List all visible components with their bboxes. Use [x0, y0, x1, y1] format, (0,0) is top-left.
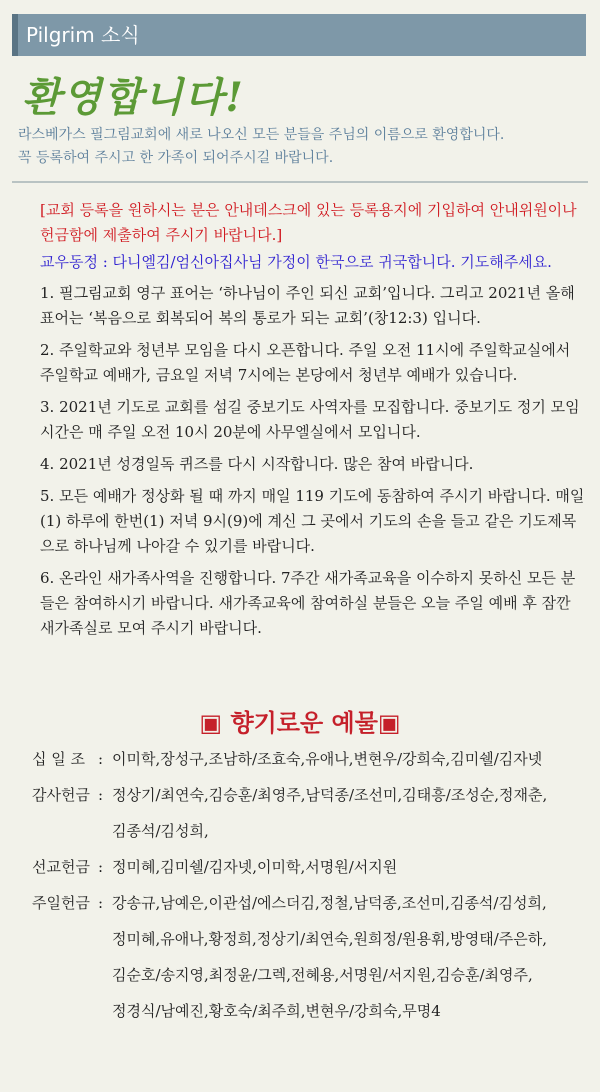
welcome-heading: 환영합니다!	[22, 74, 245, 121]
separator: :	[98, 858, 104, 876]
sunday-names: 강송규,남예은,이관섭/에스더김,정철,남덕종,조선미,김종석/김성희,	[112, 894, 547, 912]
divider	[12, 181, 588, 183]
thanks-names: 정상기/최연숙,김승훈/최영주,남덕종/조선미,김태흥/조성순,정재춘,	[112, 786, 548, 804]
thanks-row	[32, 784, 592, 806]
notice-item-3: 3. 2021년 기도로 교회를 섬길 중보기도 사역자를 모집합니다. 중보기도 정기 모임 시간은 매 주일 오전 10시 20분에 사무엘실에서 모입니다.	[40, 398, 580, 441]
tithe-names: 이미학,장성구,조남하/조효숙,유애나,변현우/강희숙,김미쉘/김자넷	[112, 750, 543, 768]
sunday-names-cont-1: 정미혜,유애나,황정희,정상기/최연숙,원희정/원용휘,방영태/주은하,	[112, 930, 548, 948]
notices	[40, 198, 585, 648]
mission-row	[32, 856, 592, 878]
sunday-names-cont-2: 김순호/송지영,최정윤/그렉,전혜용,서명원/서지원,김승훈/최영주,	[112, 966, 533, 984]
section-header: Pilgrim 소식	[12, 14, 586, 56]
notice-item-1: 1. 필그림교회 영구 표어는 ‘하나님이 주인 되신 교회’입니다. 그리고 2021년 올해 표어는 ‘복음으로 회복되어 복의 통로가 되는 교회’(창12:3) 입니다.	[40, 284, 575, 327]
tithe-label: 십 일 조	[32, 750, 86, 768]
welcome-line-2: 꼭 등록하여 주시고 한 가족이 되어주시길 바랍니다.	[18, 150, 334, 166]
separator: :	[98, 750, 104, 768]
separator: :	[98, 786, 104, 804]
welcome-message	[18, 124, 588, 170]
member-news: 교우동정 : 다니엘김/엄신아집사님 가정이 한국으로 귀국합니다. 기도해주세요.	[40, 253, 552, 271]
thanks-label: 감사헌금	[32, 786, 90, 804]
notice-item-5: 5. 모든 예배가 정상화 될 때 까지 매일 119 기도에 동참하여 주시기 바랍니다. 매일(1) 하루에 한번(1) 저녁 9시(9)에 계신 그 곳에서 기도의 손을 들고 같은 기도제목으로 하나님께 나아갈 수 있기를 바랍니다.	[40, 487, 585, 555]
separator: :	[98, 894, 104, 912]
sunday-row	[32, 892, 592, 914]
notice-item-6: 6. 온라인 새가족사역을 진행합니다. 7주간 새가족교육을 이수하지 못하신 모든 분들은 참여하시기 바랍니다. 새가족교육에 참여하실 분들은 오늘 주일 예배 후 잠깐 새가족실로 모여 주시기 바랍니다.	[40, 569, 576, 637]
thanks-names-cont: 김종석/김성희,	[112, 822, 209, 840]
mission-label: 선교헌금	[32, 858, 90, 876]
mission-names: 정미혜,김미쉘/김자넷,이미학,서명원/서지원	[112, 858, 398, 876]
tithe-row	[32, 748, 592, 770]
sunday-label: 주일헌금	[32, 894, 90, 912]
registration-notice: [교회 등록을 원하시는 분은 안내데스크에 있는 등록용지에 기입하여 안내위원이나 헌금함에 제출하여 주시기 바랍니다.]	[40, 201, 577, 244]
offerings-title: ▣ 향기로운 예물▣	[199, 709, 401, 737]
notice-item-4: 4. 2021년 성경일독 퀴즈를 다시 시작합니다. 많은 참여 바랍니다.	[40, 455, 474, 473]
welcome-line-1: 라스베가스 필그림교회에 새로 나오신 모든 분들을 주님의 이름으로 환영합니다.	[18, 127, 505, 143]
offerings-list	[32, 748, 592, 1036]
sunday-names-cont-3: 정경식/남예진,황호숙/최주희,변현우/강희숙,무명4	[112, 1002, 441, 1020]
notice-item-2: 2. 주일학교와 청년부 모임을 다시 오픈합니다. 주일 오전 11시에 주일학교실에서 주일학교 예배가, 금요일 저녁 7시에는 본당에서 청년부 예배가 있습니다.	[40, 341, 571, 384]
